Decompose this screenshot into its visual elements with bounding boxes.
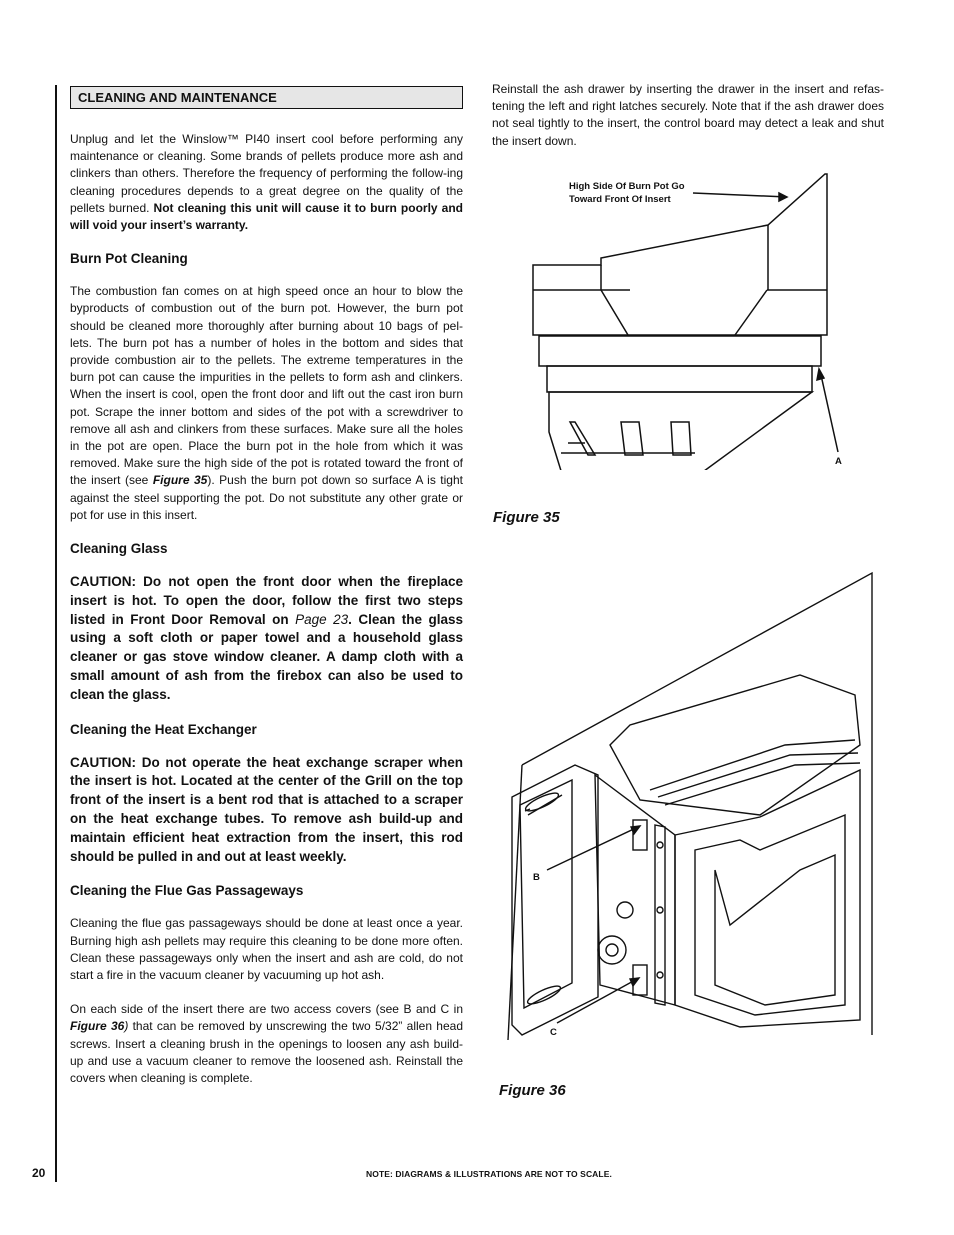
intro-paragraph	[70, 131, 463, 234]
figure-36-paren: )	[124, 1019, 129, 1034]
reinstall-paragraph: Reinstall the ash drawer by inserting the drawer in the insert and refas-tening the left and right latches securely. Note that if the ash drawer does not seal tightly to the insert, the control board may detect a leak and shut the insert down.	[492, 82, 884, 148]
warranty-warning: Not cleaning this unit will cause it to burn poorly and will void your insert’s warranty.	[70, 200, 463, 233]
intro-text: Unplug and let the Winslow™ PI40 insert cool before performing any maintenance or cleaning. Some brands of pellets produce more ash and clinkers than others. Therefore the frequency of performing the follow-ing cleaning procedures depends to a great degree on the quality of the pellets burned.	[70, 132, 463, 215]
access-cover-c-label: C	[550, 1027, 557, 1038]
burn-pot-text-cont: ). Push the burn pot down so surface A is tight against the steel supporting the pot. Do not substitute any other grate or pot for use in this insert.	[70, 473, 463, 522]
insert-access-covers-diagram	[500, 565, 890, 1045]
insert-drawing	[500, 565, 890, 1045]
glass-caution-text: CAUTION: Do not open the front door when the fireplace insert is hot. To open the door, follow the first two steps listed in Front Door Removal on	[70, 574, 463, 627]
heat-exchanger-heading: Cleaning the Heat Exchanger	[70, 721, 257, 737]
burn-pot-drawing	[525, 170, 855, 470]
flue-heading: Cleaning the Flue Gas Passageways	[70, 883, 304, 899]
surface-a-label: A	[835, 456, 842, 467]
high-side-callout-line2: Toward Front Of Insert	[569, 194, 671, 205]
figure-35-reference: Figure 35	[152, 473, 208, 488]
left-column	[70, 86, 463, 1104]
footer-note: NOTE: DIAGRAMS & ILLUSTRATIONS ARE NOT TO SCALE.	[366, 1169, 612, 1179]
glass-heading: Cleaning Glass	[70, 541, 168, 557]
figure-35-caption: Figure 35	[493, 509, 560, 526]
flue-paragraph: Cleaning the flue gas passageways should be done at least once a year. Burning high ash pellets may require this cleaning to be done more often. Clean these passageways only when the insert and ash are cold, do not start a fire in the vacuum cleaner by vacuuming up hot ash.	[70, 916, 463, 983]
access-text-cont: that can be removed by unscrewing the two 5/32” allen head screws. Insert a cleaning brush in the openings to loosen any ash build-up and use a vacuum cleaner to remove the loosened ash. Reinstall the covers when cleaning is complete.	[70, 1019, 463, 1086]
heat-exchanger-caution: CAUTION: Do not operate the heat exchange scraper when the insert is hot. Located at the center of the Grill on the top front of the insert is a bent rod that is attached to a scraper on the heat exchange tubes. To remove ash build-up and maintain efficient heat extraction from the insert, this rod should be pulled in and out at least weekly.	[70, 754, 463, 864]
figure-36-caption: Figure 36	[499, 1082, 566, 1099]
burn-pot-diagram	[525, 170, 855, 470]
glass-caution	[70, 573, 463, 705]
page-23-reference: Page 23	[295, 611, 349, 627]
page-margin-rule	[55, 85, 57, 1182]
burn-pot-text: The combustion fan comes on at high speed once an hour to blow the byproducts of combustion out of the burn pot. However, the burn pot should be cleaned more thoroughly after burning about 10 bags of pel-lets. The burn pot has a number of holes in the bottom and sides that provide combustion air to the pellets. The extreme temperatures in the burn pot can cause the impurities in the pellets to form ash and clinkers. When the insert is cool, open the front door and lift out the cast iron burn pot. Scrape the inner bottom and sides of the pot with a screwdriver to remove all ash and clinkers from these surfaces. Make sure all the holes in the pot are open. Place the burn pot in the hole from which it was removed. Make sure the high side of the pot is rotated toward the front of the insert (see	[70, 284, 463, 488]
burn-pot-heading: Burn Pot Cleaning	[70, 251, 188, 267]
burn-pot-paragraph	[70, 283, 463, 524]
high-side-callout-line1: High Side Of Burn Pot Go	[569, 181, 685, 192]
page-number: 20	[32, 1166, 46, 1180]
access-covers-paragraph	[70, 1001, 463, 1087]
access-cover-b-label: B	[533, 872, 540, 883]
glass-caution-text-cont: . Clean the glass using a soft cloth or paper towel and a household glass cleaner or gas stove window cleaner. A damp cloth with a small amount of ash from the firebox can also be used to clean the glass.	[70, 611, 464, 702]
access-text: On each side of the insert there are two access covers (see B and C in	[70, 1002, 463, 1017]
figure-36-reference: Figure 36	[70, 1019, 125, 1034]
section-title: CLEANING AND MAINTENANCE	[70, 86, 463, 109]
